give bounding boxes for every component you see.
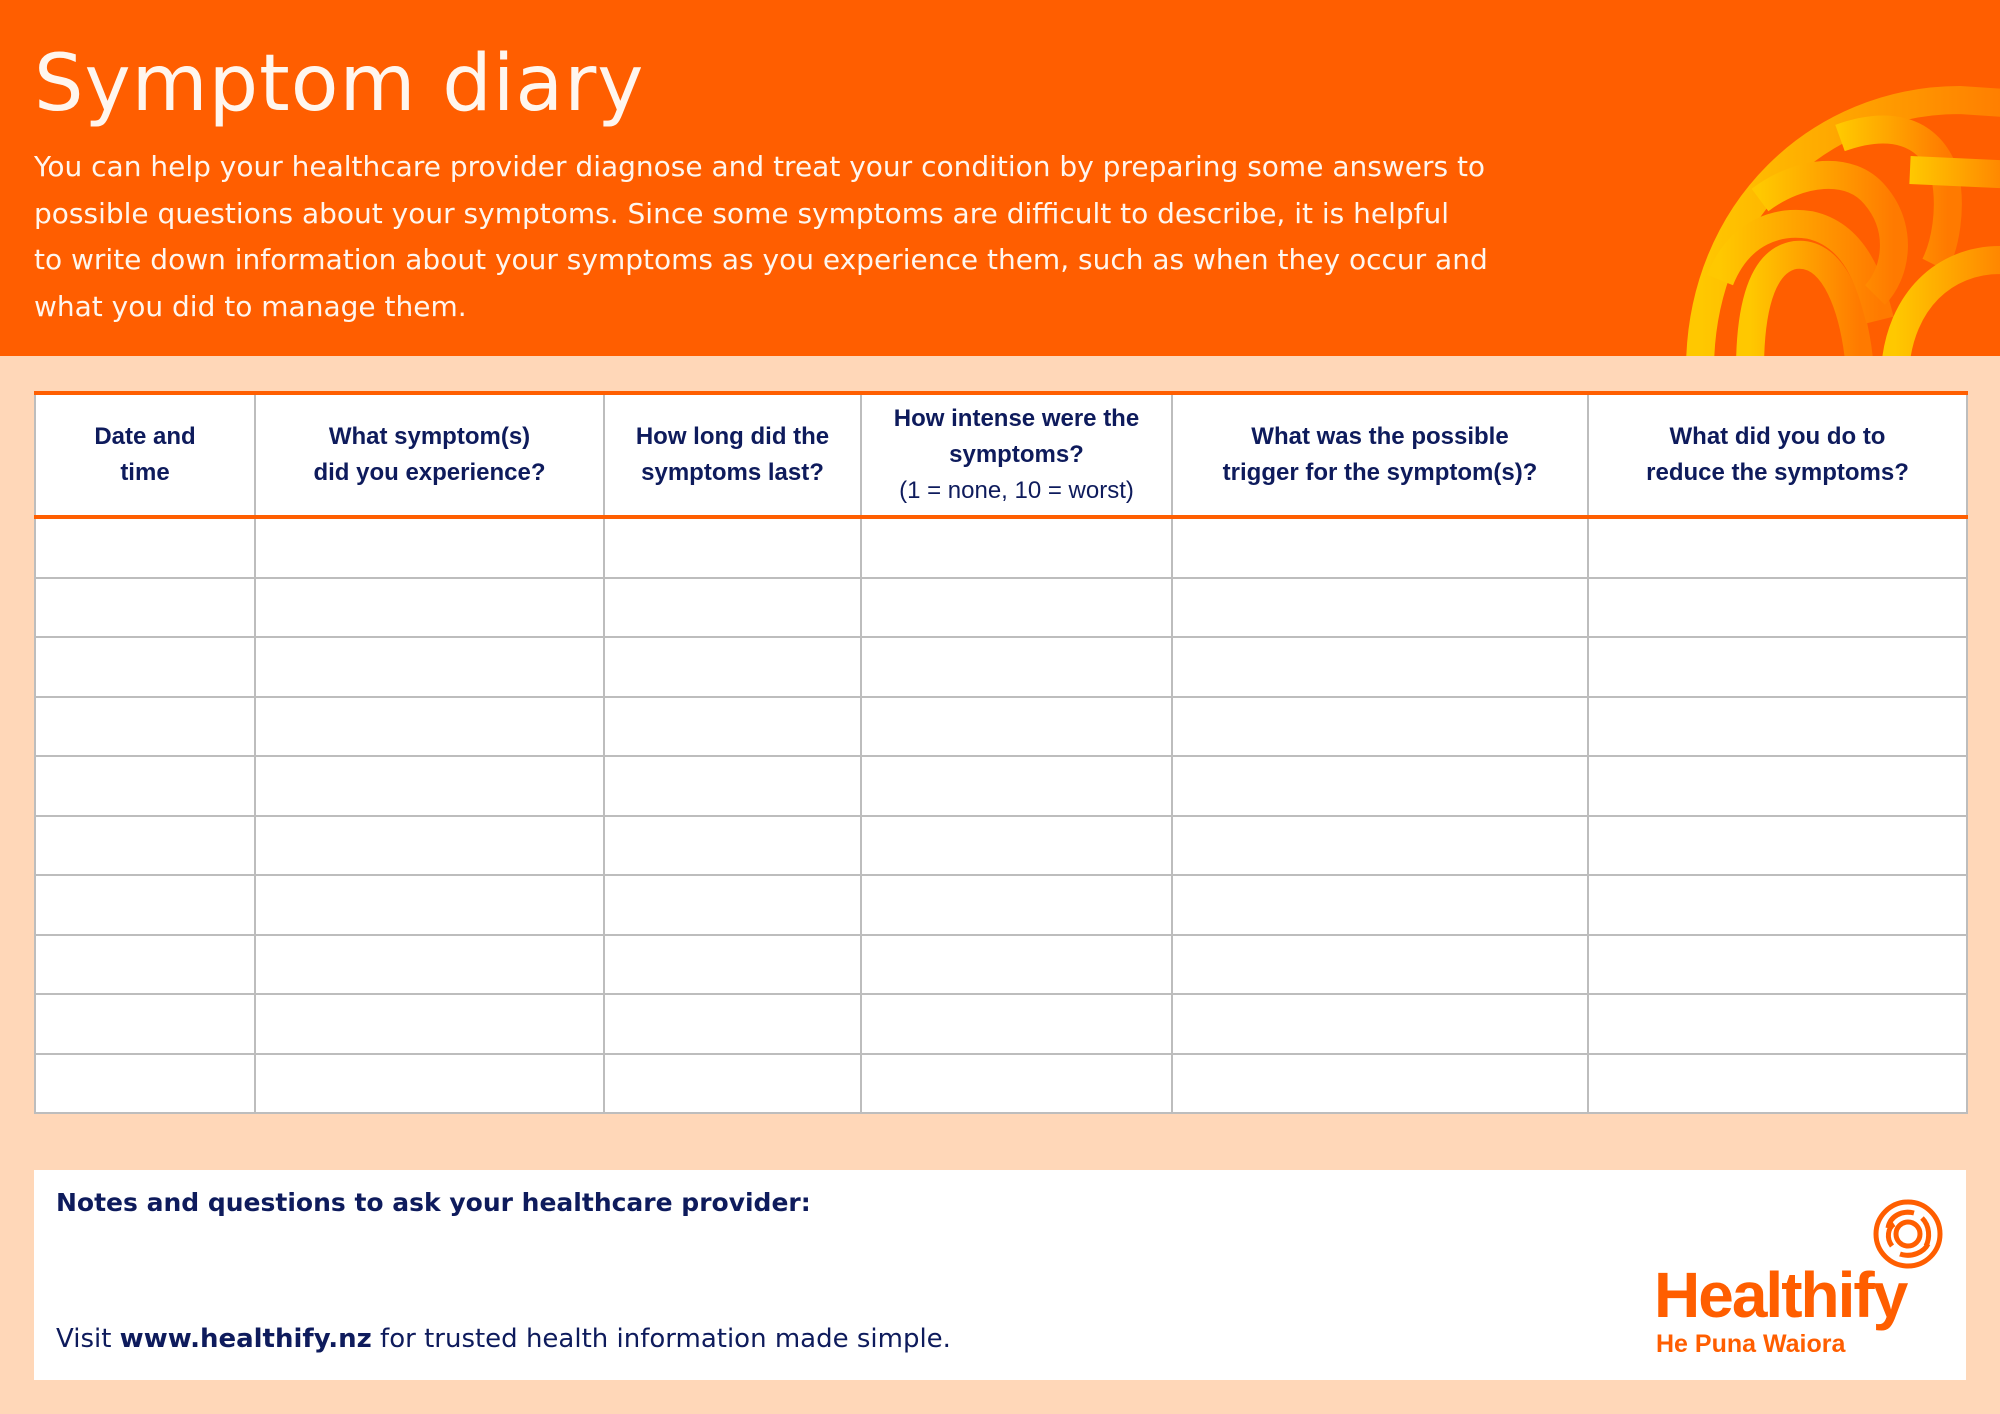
healthify-logo [1654,1198,1954,1358]
table-row [35,517,1967,578]
symptom-table [34,391,1966,1114]
cell-duration[interactable] [604,697,861,757]
cell-date-time[interactable] [35,1054,255,1114]
cell-intensity[interactable] [861,1054,1172,1114]
cell-intensity[interactable] [861,994,1172,1054]
cell-relief[interactable] [1588,816,1967,876]
cell-intensity[interactable] [861,875,1172,935]
cell-intensity[interactable] [861,578,1172,638]
table-row [35,637,1967,697]
column-header-trigger [1172,393,1588,517]
cell-symptoms[interactable] [255,1054,604,1114]
cell-relief[interactable] [1588,578,1967,638]
notes-title: Notes and questions to ask your healthcare provider: [56,1188,811,1217]
header-line: reduce the symptoms? [1646,459,1909,486]
cell-date-time[interactable] [35,578,255,638]
cell-symptoms[interactable] [255,578,604,638]
cell-relief[interactable] [1588,637,1967,697]
cell-symptoms[interactable] [255,875,604,935]
cell-duration[interactable] [604,578,861,638]
cell-symptoms[interactable] [255,637,604,697]
column-header-relief [1588,393,1967,517]
cell-relief[interactable] [1588,935,1967,995]
header-line: Date and [94,423,196,450]
table-row [35,875,1967,935]
intro-line: possible questions about your symptoms. Since some symptoms are difficult to describe, it is helpful [34,196,1450,230]
cell-date-time[interactable] [35,637,255,697]
cell-duration[interactable] [604,875,861,935]
cell-date-time[interactable] [35,875,255,935]
cell-relief[interactable] [1588,875,1967,935]
decorative-swirl-icon [1660,80,2000,356]
table-body [35,517,1967,1113]
logo-wordmark: Healthify [1654,1259,1907,1331]
table-row [35,756,1967,816]
cell-duration[interactable] [604,816,861,876]
intro-line: to write down information about your symptoms as you experience them, such as when they occur and [34,243,1488,276]
cell-relief[interactable] [1588,697,1967,757]
header-line: How long did the [635,423,830,450]
header-line: time [120,459,170,486]
table-header-row [35,393,1967,517]
cell-duration[interactable] [604,994,861,1054]
cell-trigger[interactable] [1172,994,1588,1054]
intensity-scale-note: (1 = none, 10 = worst) [899,477,1134,504]
visit-suffix: for trusted health information made simple. [371,1324,951,1354]
header-line: symptoms last? [641,459,824,486]
logo-tagline: He Puna Waiora [1656,1330,1846,1358]
cell-duration[interactable] [604,1054,861,1114]
cell-trigger[interactable] [1172,1054,1588,1114]
cell-symptoms[interactable] [255,816,604,876]
cell-intensity[interactable] [861,517,1172,578]
cell-trigger[interactable] [1172,578,1588,638]
cell-date-time[interactable] [35,756,255,816]
cell-intensity[interactable] [861,697,1172,757]
header-line: What did you do to [1669,423,1886,450]
cell-symptoms[interactable] [255,517,604,578]
cell-symptoms[interactable] [255,994,604,1054]
page-title: Symptom diary [34,39,645,129]
column-header-intensity [861,393,1172,517]
cell-date-time[interactable] [35,697,255,757]
cell-intensity[interactable] [861,756,1172,816]
header-banner [0,0,2000,356]
cell-date-time[interactable] [35,517,255,578]
table-row [35,816,1967,876]
cell-symptoms[interactable] [255,697,604,757]
table-row [35,994,1967,1054]
cell-date-time[interactable] [35,935,255,995]
column-header-symptoms [255,393,604,517]
cell-intensity[interactable] [861,637,1172,697]
column-header-duration [604,393,861,517]
intro-line: what you did to manage them. [34,289,467,323]
header-line: How intense were the [893,405,1140,432]
header-line: symptoms? [949,441,1084,468]
header-line: What was the possible [1251,423,1509,450]
header-line: What symptom(s) [328,423,531,450]
cell-date-time[interactable] [35,994,255,1054]
table-row [35,578,1967,638]
header-line: did you experience? [313,459,546,486]
notes-box [34,1170,1966,1380]
cell-duration[interactable] [604,935,861,995]
cell-trigger[interactable] [1172,816,1588,876]
cell-relief[interactable] [1588,994,1967,1054]
intro-line: You can help your healthcare provider diagnose and treat your condition by preparing some answers to [34,150,1486,183]
cell-trigger[interactable] [1172,756,1588,816]
website-link[interactable]: www.healthify.nz [119,1324,372,1354]
cell-duration[interactable] [604,517,861,578]
cell-duration[interactable] [604,637,861,697]
column-header-date-time [35,393,255,517]
cell-intensity[interactable] [861,935,1172,995]
cell-intensity[interactable] [861,816,1172,876]
cell-relief[interactable] [1588,1054,1967,1114]
cell-date-time[interactable] [35,816,255,876]
cell-symptoms[interactable] [255,935,604,995]
header-line: trigger for the symptom(s)? [1222,459,1538,486]
cell-relief[interactable] [1588,756,1967,816]
table-row [35,1054,1967,1114]
visit-prefix: Visit [56,1324,120,1354]
table-row [35,697,1967,757]
cell-trigger[interactable] [1172,875,1588,935]
table-row [35,935,1967,995]
cell-trigger[interactable] [1172,697,1588,757]
cell-relief[interactable] [1588,517,1967,578]
visit-text [56,1324,951,1354]
cell-duration[interactable] [604,756,861,816]
cell-trigger[interactable] [1172,517,1588,578]
cell-symptoms[interactable] [255,756,604,816]
intro-description [34,144,1674,330]
cell-trigger[interactable] [1172,637,1588,697]
cell-trigger[interactable] [1172,935,1588,995]
